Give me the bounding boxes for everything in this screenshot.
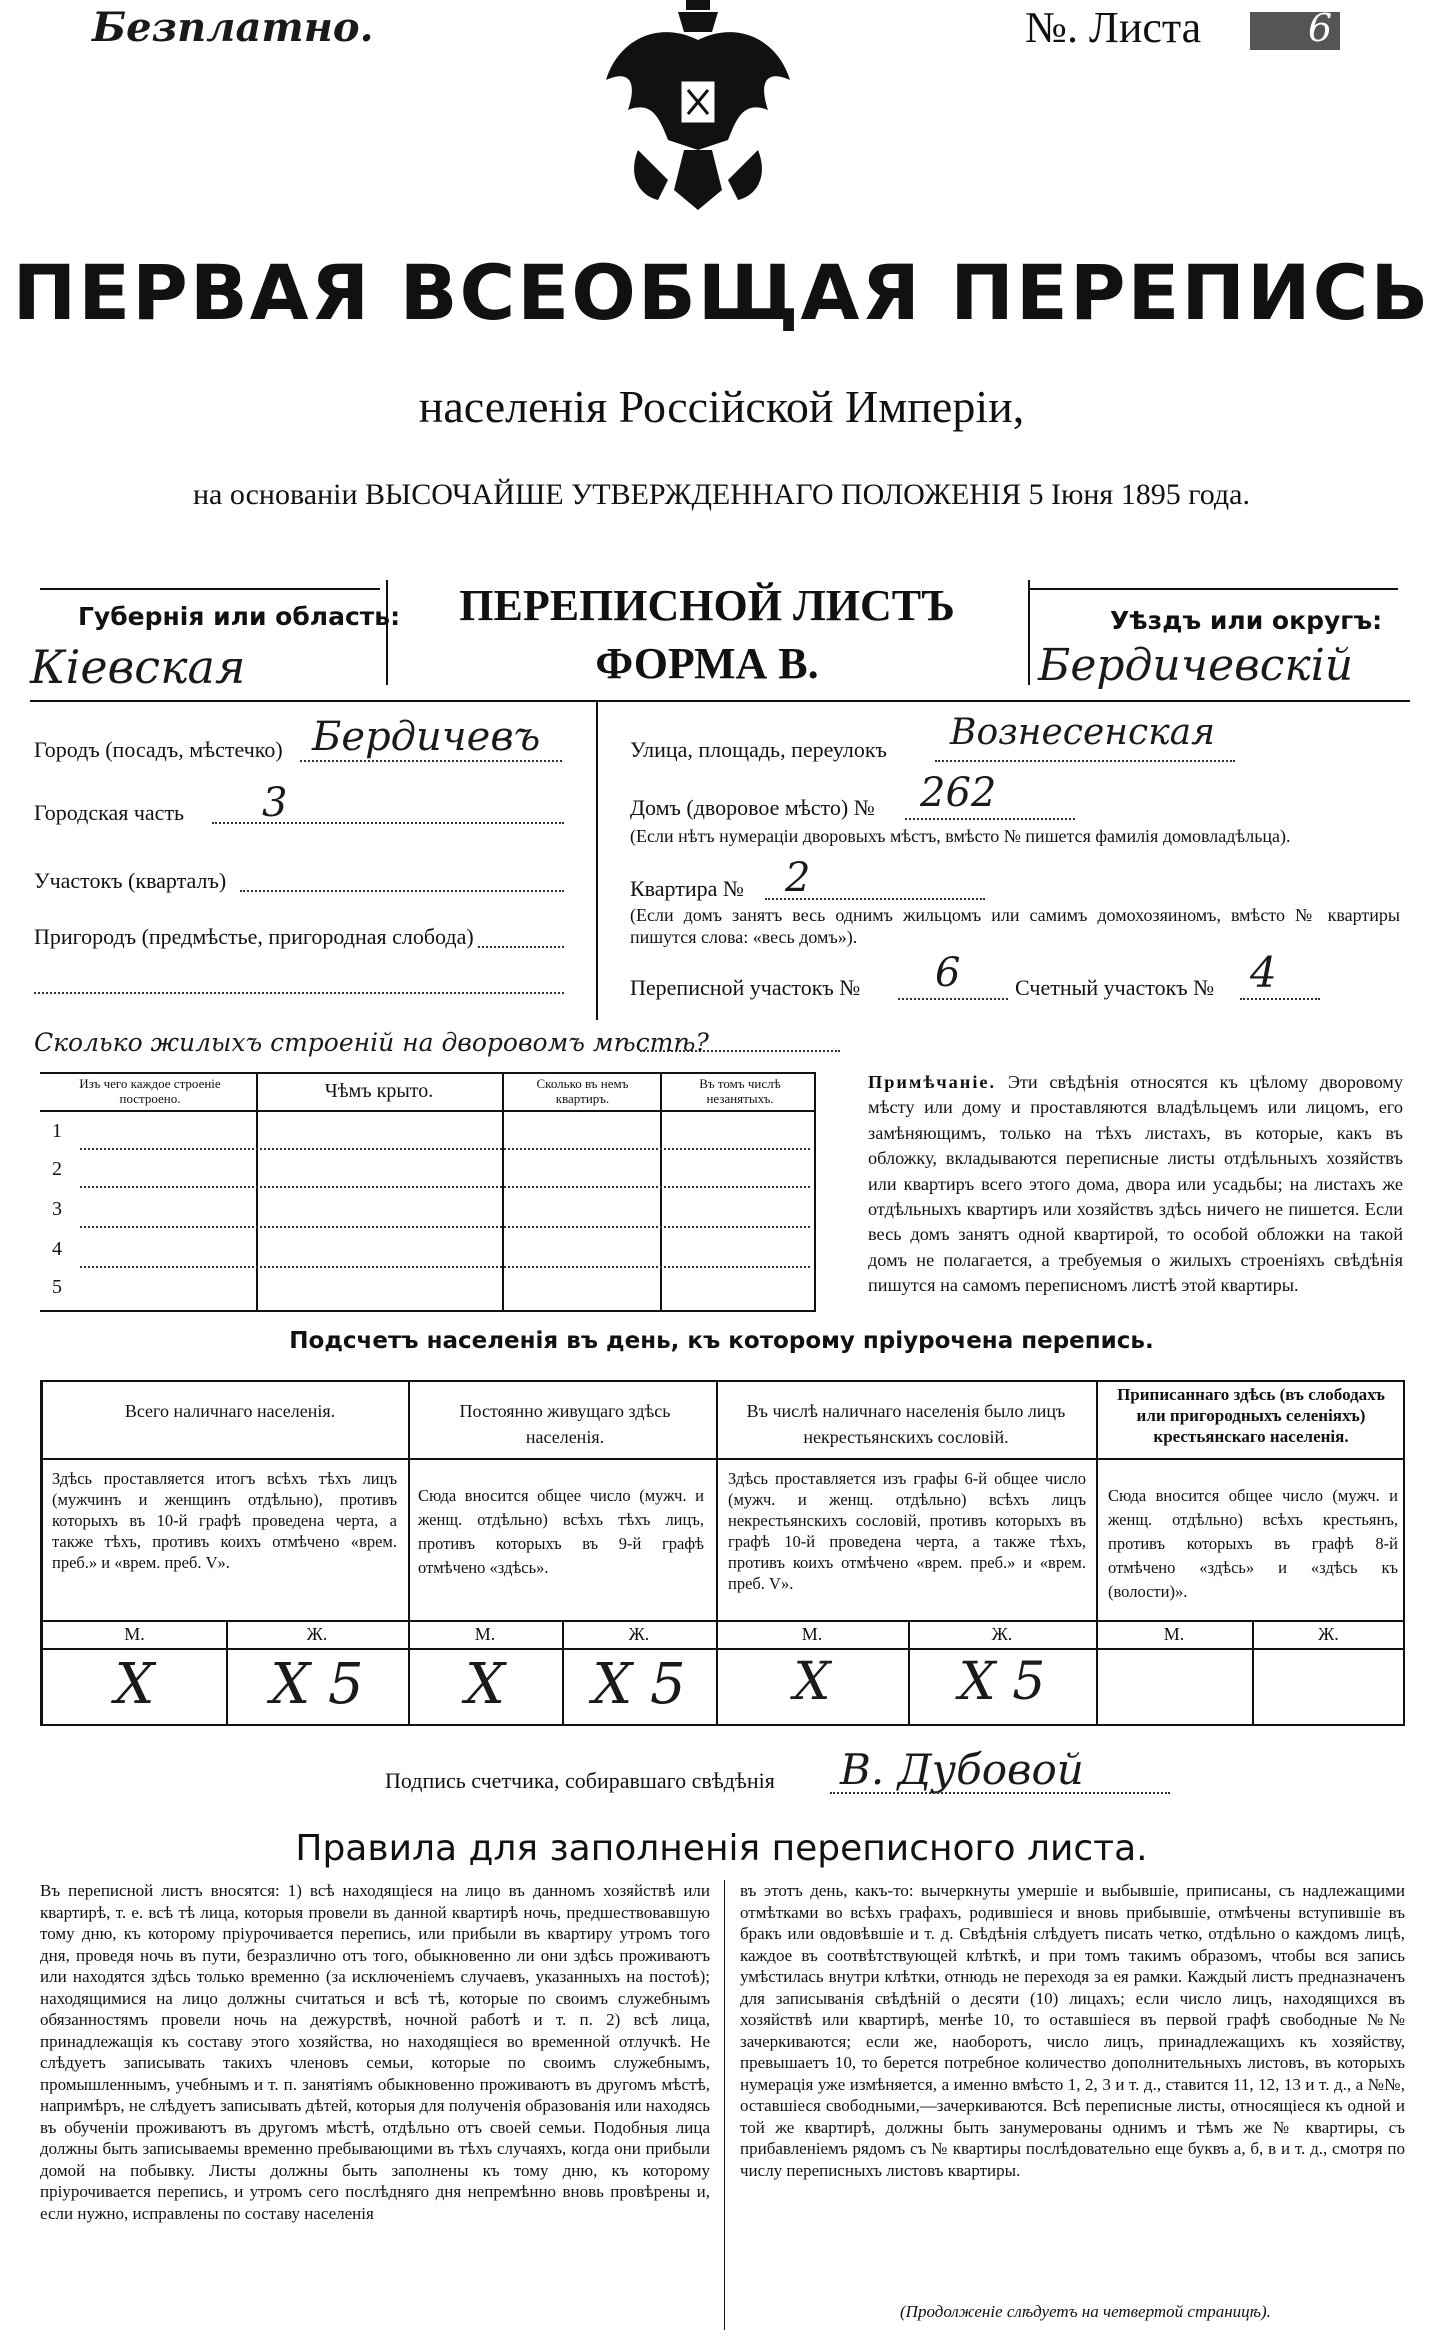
count-title: Подсчетъ населенія въ день, къ которому пріурочена перепись. [289, 1328, 1154, 1354]
city-value: Бердичевъ [312, 714, 541, 760]
house-label: Домъ (дворовое мѣсто) № [630, 795, 875, 820]
census-area-value: 6 [935, 950, 961, 996]
buildings-row-5: 5 [52, 1276, 62, 1298]
census-area-label: Переписной участокъ № [630, 975, 861, 1000]
uezd-value: Бердичевскій [1038, 640, 1354, 691]
count-col4-m: М. [1163, 1624, 1185, 1644]
gubernia-label: Губернія или область: [78, 602, 401, 631]
city-part-value: 3 [262, 780, 288, 826]
count-area-label: Счетный участокъ № [1015, 975, 1215, 1000]
count-col1-m: М. [124, 1624, 145, 1644]
rules-title: Правила для заполненія переписного листа. [295, 1828, 1148, 1869]
note-text: Эти свѣдѣнія относятся къ цѣлому дворовому мѣсту или дому и проставляются владѣльцемъ или лицомъ, его замѣняющимъ, только на тѣхъ листахъ, въ которые, какъ въ обложку, вкладываются переписные листы отдѣльныхъ хозяйствъ или квартиръ всего этого дома, двора или усадьбы; на листахъ же отдѣльныхъ квартиръ или хозяйствъ здѣсь ничего не пишется. Если весь домъ занятъ одной квартирой, то особой обложки на такой домъ не полагается, а требуемыя о жилыхъ строеніяхъ свѣдѣнія пишутся на самомъ переписномъ листѣ этой квартиры. [868, 1072, 1403, 1296]
sheet-number-handwritten: 6 [1308, 6, 1333, 50]
emblem-icon [598, 0, 798, 220]
street-value: Вознесенская [950, 712, 1215, 753]
uezd-label: Уѣздъ или округъ: [1110, 606, 1383, 635]
note-title: Примѣчаніе. [868, 1072, 997, 1092]
rules-continued: (Продолженіе слѣдуетъ на четвертой страницѣ). [900, 2302, 1271, 2321]
form-name: ФОРМА В. [595, 639, 819, 688]
gubernia-value: Кіевская [30, 640, 246, 694]
sheet-number-label: №. Листа [1025, 3, 1202, 52]
sheet-title: ПЕРЕПИСНОЙ ЛИСТЪ [459, 581, 955, 630]
signature-label: Подпись счетчика, собиравшаго свѣдѣнія [385, 1768, 775, 1793]
buildings-table [40, 1072, 816, 1312]
free-label: Безплатно. [92, 4, 374, 51]
buildings-header-apartments: Сколько въ немъ квартиръ. [536, 1076, 629, 1106]
buildings-row-3: 3 [52, 1198, 62, 1220]
count-col2-m-value: X [465, 1652, 505, 1717]
sheet-number-value [1250, 6, 1340, 50]
apartment-note: (Если домъ занятъ весь однимъ жильцомъ или самимъ домохозяиномъ, вмѣсто № квартиры пишутся слова: «весь домъ»). [630, 905, 1400, 947]
buildings-row-1: 1 [52, 1120, 62, 1142]
count-col3-f-value: X 5 [958, 1652, 1046, 1712]
buildings-row-2: 2 [52, 1158, 62, 1180]
count-col1-m-value: X [114, 1652, 155, 1717]
buildings-question: Сколько жилыхъ строеній на дворовомъ мѣстѣ? [34, 1028, 709, 1057]
buildings-header-material: Изъ чего каждое строеніе построено. [79, 1076, 221, 1106]
count-col1-f-value: X 5 [270, 1652, 364, 1717]
house-note: (Если нѣтъ нумераціи дворовыхъ мѣстъ, вмѣсто № пишется фамилія домовладѣльца). [630, 826, 1291, 846]
note-block [868, 1070, 1403, 1299]
city-part-label: Городская часть [34, 800, 185, 825]
basis-line: на основаніи ВЫСОЧАЙШЕ УТВЕРЖДЕННАГО ПОЛОЖЕНІЯ 5 Іюня 1895 года. [193, 478, 1250, 511]
count-col3-m: М. [801, 1624, 823, 1644]
count-col2-m: М. [474, 1624, 496, 1644]
city-label: Городъ (посадъ, мѣстечко) [34, 737, 283, 762]
count-area-value: 4 [1250, 948, 1277, 997]
rules-left-column: Въ переписной листъ вносятся: 1) всѣ находящіеся на лицо въ данномъ хозяйствѣ или квартирѣ, т. е. всѣ тѣ лица, которыя провели въ данной квартирѣ ночь, предшествовавшую тому дню, къ которому пріурочивается перепись, или прибыли въ квартиру утромъ того дня, проведя ночь въ пути, безразлично отъ того, обыкновенно ли они здѣсь проживаютъ или находятся здѣсь только временно (за исключеніемъ случаевъ, указанныхъ на постоѣ); находящимися на лицо должны считаться и всѣ тѣ, которые по своимъ служебнымъ обязанностямъ провели ночь на дежурствѣ, ночной работѣ и т. п. 2) всѣ лица, принадлежащія къ составу этого хозяйства, но находящіеся во временной отлучкѣ. Не слѣдуетъ записывать такихъ членовъ семьи, которые по своимъ служебнымъ, промышленнымъ, учебнымъ и т. п. занятіямъ обыкновенно проживаютъ въ другомъ мѣстѣ, напримѣръ, не слѣдуетъ записывать дѣтей, которыя для полученія образованія или находясь въ обученіи проживаютъ въ другомъ мѣстѣ, отдѣльно отъ своей семьи. Подобныя лица должны быть записываемы временно пребывающими въ тѣхъ случаяхъ, когда они прибыли домой на побывку. Листы должны быть заполнены къ тому дню, къ которому пріурочивается перепись, и утромъ сего послѣдняго дня непремѣнно вновь провѣрены и, если нужно, исправлены по составу населенія [40, 1881, 710, 2223]
count-col1-head: Всего наличнаго населенія. [124, 1401, 336, 1421]
apartment-value: 2 [785, 855, 811, 901]
buildings-header-roof: Чѣмъ крыто. [324, 1080, 434, 1102]
count-col4-head: Приписаннаго здѣсь (въ слободахъ или пригородныхъ селеніяхъ) крестьянскаго населенія. [1117, 1385, 1385, 1446]
count-col2-desc: Сюда вносится общее число (мужч. и женщ. отдѣльно) всѣхъ тѣхъ лицъ, противъ которыхъ въ 9-й графѣ отмѣчено «здѣсь». [418, 1486, 704, 1577]
main-title: ПЕРВАЯ ВСЕОБЩАЯ ПЕРЕПИСЬ [12, 248, 1431, 337]
count-col3-m-value: X [793, 1652, 831, 1712]
suburb-label: Пригородъ (предмѣстье, пригородная слобода) [34, 924, 474, 949]
apartment-label: Квартира № [630, 876, 744, 901]
count-col2-f-value: X 5 [592, 1652, 686, 1717]
count-col3-f: Ж. [991, 1624, 1013, 1644]
count-col3-head: Въ числѣ наличнаго населенія было лицъ некрестьянскихъ сословій. [746, 1401, 1066, 1447]
buildings-header-vacant: Въ томъ числѣ незанятыхъ. [699, 1076, 781, 1106]
count-col3-desc: Здѣсь проставляется изъ графы 6-й общее число (мужч. и женщ. отдѣльно) всѣхъ лицъ некрестьянскихъ сословій, противъ которыхъ въ графѣ 10-й проведена черта, а также тѣхъ, противъ коихъ отмѣчено «врем. преб.» и «врем. преб. V». [728, 1469, 1086, 1593]
count-col2-head: Постоянно живущаго здѣсь населенія. [459, 1401, 671, 1447]
count-col2-f: Ж. [628, 1624, 650, 1644]
count-col4-f: Ж. [1318, 1624, 1339, 1644]
street-label: Улица, площадь, переулокъ [630, 737, 887, 762]
district-label: Участокъ (кварталъ) [34, 868, 227, 893]
subtitle: населенія Россійской Имперіи, [418, 381, 1025, 432]
house-value: 262 [920, 770, 997, 816]
signature-value: В. Дубовой [840, 1745, 1084, 1794]
count-col4-desc: Сюда вносится общее число (мужч. и женщ. отдѣльно) всѣхъ крестьянъ, противъ которыхъ въ графѣ 8-й отмѣчено «здѣсь» и «здѣсь къ (волости)». [1108, 1486, 1398, 1601]
count-col1-f: Ж. [306, 1624, 328, 1644]
count-col1-desc: Здѣсь проставляется итогъ всѣхъ тѣхъ лицъ (мужчинъ и женщинъ отдѣльно), противъ которыхъ въ 10-й графѣ проведена черта, а также тѣхъ, противъ коихъ отмѣчено «врем. преб.» и «врем. преб. V». [52, 1469, 397, 1572]
rules-right-column: въ этотъ день, какъ-то: вычеркнуты умершіе и выбывшіе, приписаны, съ надлежащими отмѣтками во всѣхъ графахъ, родившіеся и вновь прибывшіе, отмѣчены вступившіе въ бракъ или овдовѣвшіе и т. д. Свѣдѣнія слѣдуетъ писать четко, отдѣльно о каждомъ лицѣ, каждое въ соотвѣтствующей клѣткѣ, и при томъ такимъ образомъ, чтобы вся запись умѣстилась внутри клѣтки, отнюдь не переходя за ея рамки. Каждый листъ предназначенъ для записыванія свѣдѣній о десяти (10) лицахъ; если число лицъ, находящихся въ хозяйствѣ или квартирѣ, менѣе 10, то оставшіеся въ первой графѣ свободные №№ зачеркиваются; если же, наоборотъ, число лицъ, принадлежащихъ къ хозяйству, превышаетъ 10, то берется потребное количество дополнительныхъ листовъ, въ которыхъ нумерація уже измѣняется, а именно вмѣсто 1, 2, 3 и т. д., ставится 11, 12, 13 и т. д., а №№, оставшіеся свободными,—зачеркиваются. Всѣ переписные листы, относящіеся къ одной и той же квартирѣ, должны быть занумерованы однимъ и тѣмъ же № квартиры, съ прибавленіемъ рядомъ съ № квартиры послѣдовательно еще буквъ а, б, в и т. д., смотря по числу переписныхъ листовъ квартиры. [740, 1881, 1405, 2180]
buildings-row-4: 4 [52, 1238, 62, 1260]
